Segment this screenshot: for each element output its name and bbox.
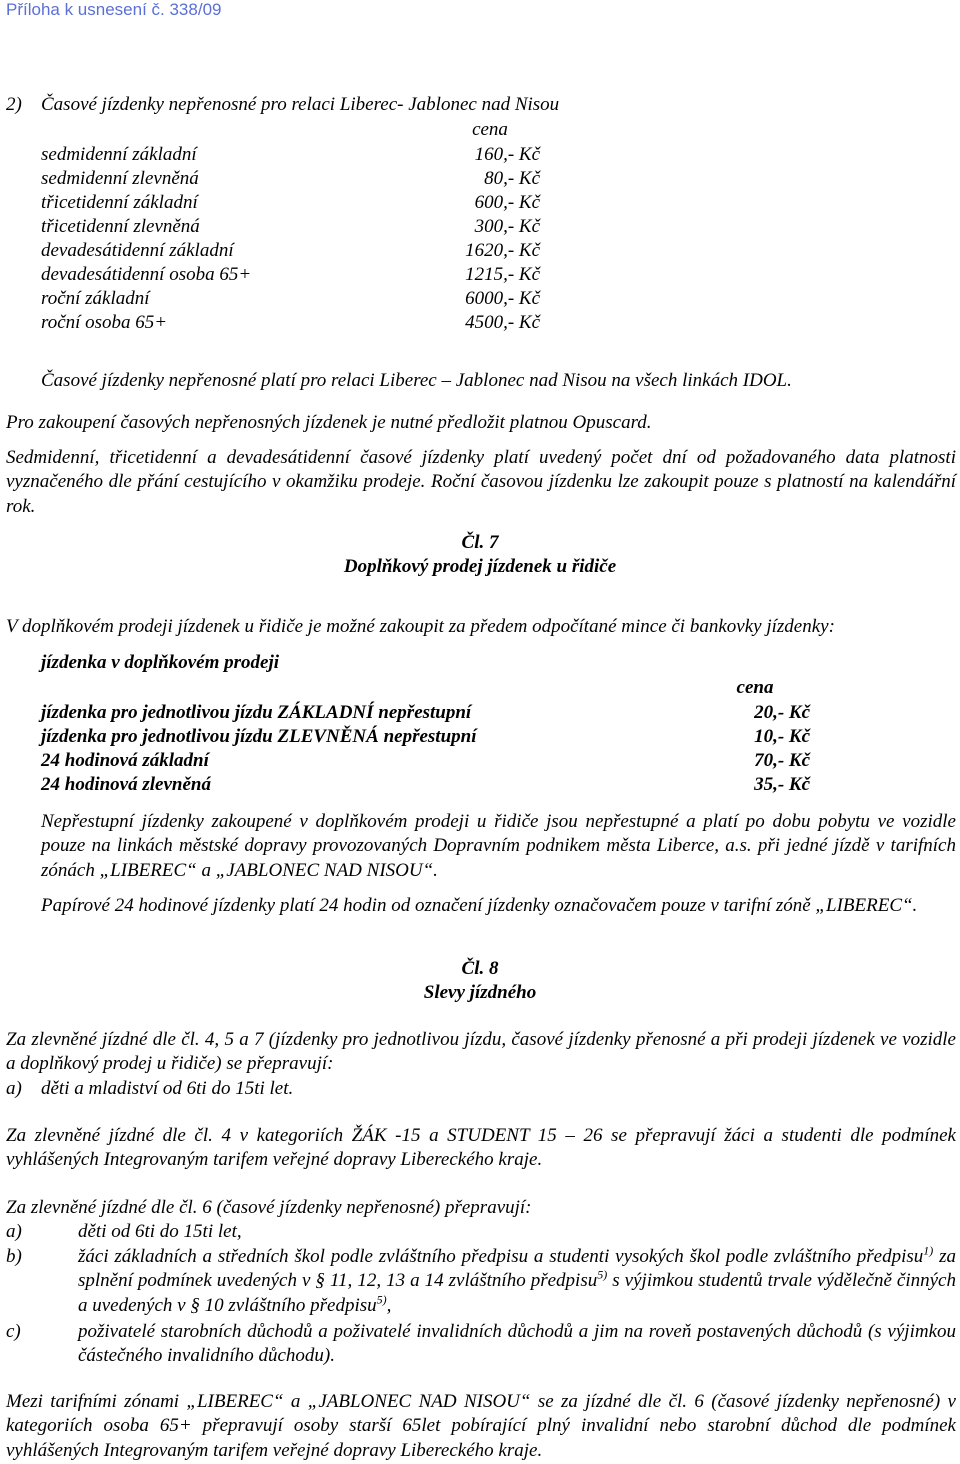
ticket-price: 1620,- Kč [465,240,540,261]
ticket-name: roční osoba 65+ [41,312,168,333]
article-number: Čl. 7 [461,532,499,553]
ticket-price: 600,- Kč [474,192,540,213]
footnote-ref: 5) [376,1292,387,1307]
ticket-name: roční základní [41,288,150,309]
ticket-name: devadesátidenní osoba 65+ [41,264,252,285]
price-column-header: cena [736,677,774,698]
ticket-price: 35,- Kč [754,774,810,795]
ticket-price: 6000,- Kč [465,288,540,309]
paragraph: V doplňkovém prodeji jízdenek u řidiče je možné zakoupit za předem odpočítané mince či bankovky jízdenky: [6,616,835,637]
price-column-header: cena [472,119,508,140]
paragraph: Za zlevněné jízdné dle čl. 6 (časové jízdenky nepřenosné) přepravují: [6,1197,532,1218]
ticket-name: třicetidenní zlevněná [41,216,200,237]
ticket-name: sedmidenní základní [41,144,197,165]
paragraph-text: Sedmidenní, třicetidenní a devadesátidenní časové jízdenky platí uvedený počet dní od požadovaného data platnosti vyznačeného dle přání cestujícího v okamžiku prodeje. [6,447,956,493]
paragraph: Za zlevněné jízdné dle čl. 4 v kategoriích ŽÁK -15 a STUDENT 15 – 26 se přepravují žáci a studenti dle podmínek vyhlášených Integrovaným tarifem veřejné dopravy Libereckého kraje. [6,1125,956,1171]
ticket-name: sedmidenní zlevněná [41,168,199,189]
footnote-ref: 1) [923,1243,934,1258]
ticket-price: 1215,- Kč [465,264,540,285]
ticket-name: jízdenka pro jednotlivou jízdu ZÁKLADNÍ nepřestupní [41,702,472,723]
list-item-text: , [386,1294,392,1316]
section-number: 2) [6,94,22,115]
ticket-price: 20,- Kč [754,702,810,723]
list-label: c) [6,1321,21,1342]
paragraph: Za zlevněné jízdné dle čl. 4, 5 a 7 (jízdenky pro jednotlivou jízdu, časové jízdenky přenosné a při prodeji jízdenek ve vozidle a doplňkový prodej u řidiče) se přepravují: [6,1029,956,1075]
article-title: Slevy jízdného [423,982,537,1003]
list-item: poživatelé starobních důchodů a poživatelé invalidních důchodů a jim na roveň postavených důchodů (s výjimkou částečného invalidního důchodu). [78,1321,956,1367]
paragraph: Nepřestupní jízdenky zakoupené v doplňkovém prodeji u řidiče jsou nepřestupné a platí po dobu pobytu ve vozidle pouze na linkách městské dopravy provozovaných Dopravním podnikem města Liberce, a.s. při jedné jízdě v tarifních zónách „LIBEREC“ a „JABLONEC NAD NISOU“. [41,811,956,881]
ticket-name: jízdenka pro jednotlivou jízdu ZLEVNĚNÁ nepřestupní [41,726,477,747]
paragraph: Pro zakoupení časových nepřenosných jízdenek je nutné předložit platnou Opuscard. [6,412,652,433]
ticket-price: 160,- Kč [474,144,540,165]
paragraph [6,446,956,519]
section-title: Časové jízdenky nepřenosné pro relaci Liberec- Jablonec nad Nisou [41,94,560,115]
ticket-price: 10,- Kč [754,726,810,747]
list-item [78,1245,956,1318]
paragraph-text: Roční časovou jízdenku lze zakoupit pouze s platností na kalendářní rok. [6,471,956,517]
ticket-price: 4500,- Kč [465,312,540,333]
list-item-text: za splnění podmínek uvedených v § 11, 12, 13 a 14 zvláštního předpisu [78,1246,956,1292]
ticket-price: 80,- Kč [484,168,540,189]
list-label: a) [6,1078,22,1099]
ticket-name: 24 hodinová zlevněná [41,774,211,795]
list-item: děti od 6ti do 15ti let, [78,1221,242,1242]
list-label: b) [6,1246,22,1267]
list-item: děti a mladiství od 6ti do 15ti let. [41,1078,294,1099]
paragraph: Papírové 24 hodinové jízdenky platí 24 hodin od označení jízdenky označovačem pouze v tarifní zóně „LIBEREC“. [41,895,918,916]
list-item-text: s výjimkou studentů trvale výdělečně činných a uvedených v § 10 zvláštního předpisu [78,1270,956,1316]
ticket-price: 300,- Kč [474,216,540,237]
list-label: a) [6,1221,22,1242]
ticket-name: třicetidenní základní [41,192,198,213]
ticket-price: 70,- Kč [754,750,810,771]
page-header: Příloha k usnesení č. 338/09 [6,0,222,19]
article-number: Čl. 8 [461,958,499,979]
paragraph: Časové jízdenky nepřenosné platí pro relaci Liberec – Jablonec nad Nisou na všech linkách IDOL. [41,370,792,391]
table-title: jízdenka v doplňkovém prodeji [41,652,280,673]
footnote-ref: 5) [597,1268,608,1283]
paragraph: Mezi tarifními zónami „LIBEREC“ a „JABLONEC NAD NISOU“ se za jízdné dle čl. 6 (časové jízdenky nepřenosné) v kategoriích osoba 65+ přepravují osoby starší 65let pobírající plný invalidní nebo starobní důchod dle podmínek vyhlášených Integrovaným tarifem veřejné dopravy Libereckého kraje. [6,1391,956,1461]
ticket-name: devadesátidenní základní [41,240,234,261]
article-title: Doplňkový prodej jízdenek u řidiče [343,556,617,577]
ticket-name: 24 hodinová základní [41,750,209,771]
list-item-text: žáci základních a středních škol podle zvláštního předpisu a studenti vysokých škol podle zvláštního předpisu [78,1246,924,1267]
